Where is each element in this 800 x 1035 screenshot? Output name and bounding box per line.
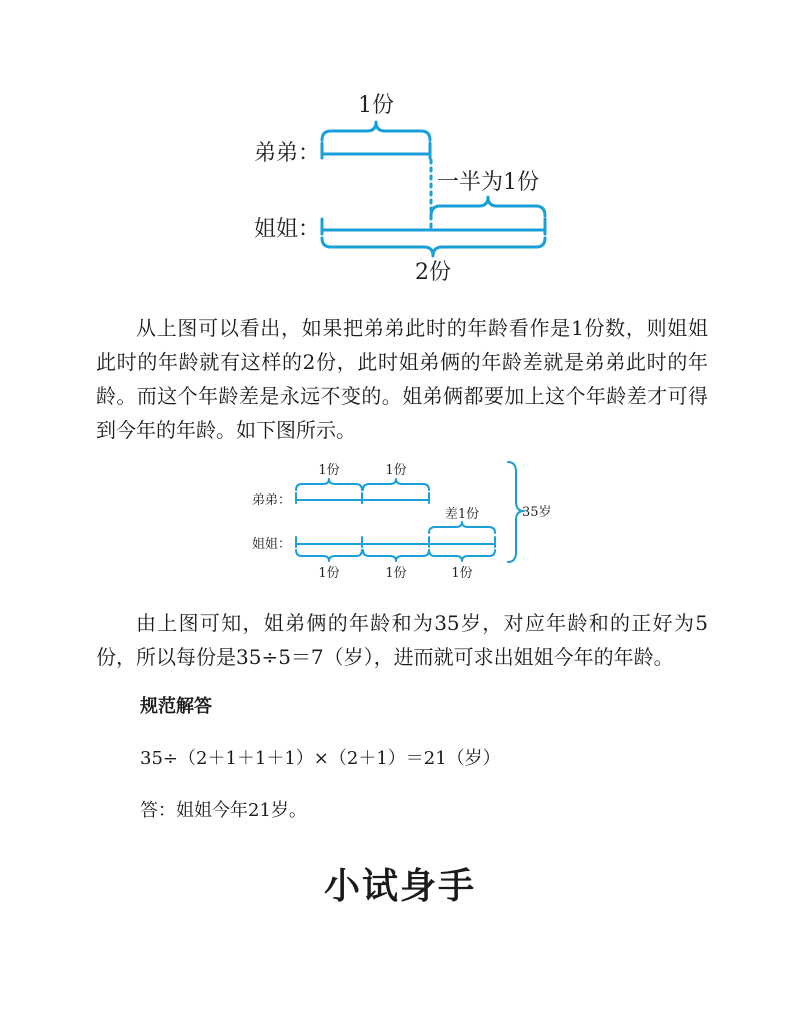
solution-answer: 答：姐姐今年21岁。 <box>140 800 307 821</box>
diagram1-half-label: 一半为1份 <box>437 170 539 195</box>
solution-formula: 35÷（2＋1＋1＋1）×（2＋1）＝21（岁） <box>140 748 501 769</box>
diagram2-bottom-label-1: 1份 <box>318 566 340 581</box>
brace-sister-part-3 <box>429 550 495 561</box>
diagram2-top-label-2: 1份 <box>385 463 407 478</box>
diagram2-brother-label: 弟弟： <box>252 493 292 508</box>
diagram1-bottom-label: 2份 <box>415 260 451 285</box>
brace-brother-part-1 <box>296 479 362 490</box>
explanation-paragraph-2: 由上图可知，姐弟俩的年龄和为35岁，对应年龄和的正好为5份，所以每份是35÷5＝7（岁），进而就可求出姐姐今年的年龄。 <box>96 611 708 669</box>
diagram2-top-label-1: 1份 <box>318 463 340 478</box>
brace-difference <box>429 522 495 533</box>
diagram2-total-label: 35岁 <box>522 505 552 520</box>
diagram2-sister-label: 姐姐： <box>252 537 292 552</box>
brace-sister-part-2 <box>363 550 429 561</box>
section-title: 小试身手 <box>323 866 476 907</box>
diagram1-sister-label: 姐姐： <box>254 217 321 242</box>
diagram2-bottom-label-2: 1份 <box>385 566 407 581</box>
diagram2-diff-label: 差1份 <box>444 507 480 522</box>
solution-heading: 规范解答 <box>140 696 212 717</box>
brace-sister-part-1 <box>296 550 362 561</box>
explanation-paragraph-1: 从上图可以看出，如果把弟弟此时的年龄看作是1份数，则姐姐此时的年龄就有这样的2份，此时姐弟俩的年龄差就是弟弟此时的年龄。而这个年龄差是永远不变的。姐弟俩都要加上这个年龄差才可得到今年的年龄。如下图所示。 <box>96 316 708 442</box>
diagram1-brother-label: 弟弟： <box>254 141 321 166</box>
diagram1-top-label: 1份 <box>358 93 394 118</box>
brace-brother-part-2 <box>363 479 429 490</box>
diagram2-bottom-label-3: 1份 <box>451 566 473 581</box>
